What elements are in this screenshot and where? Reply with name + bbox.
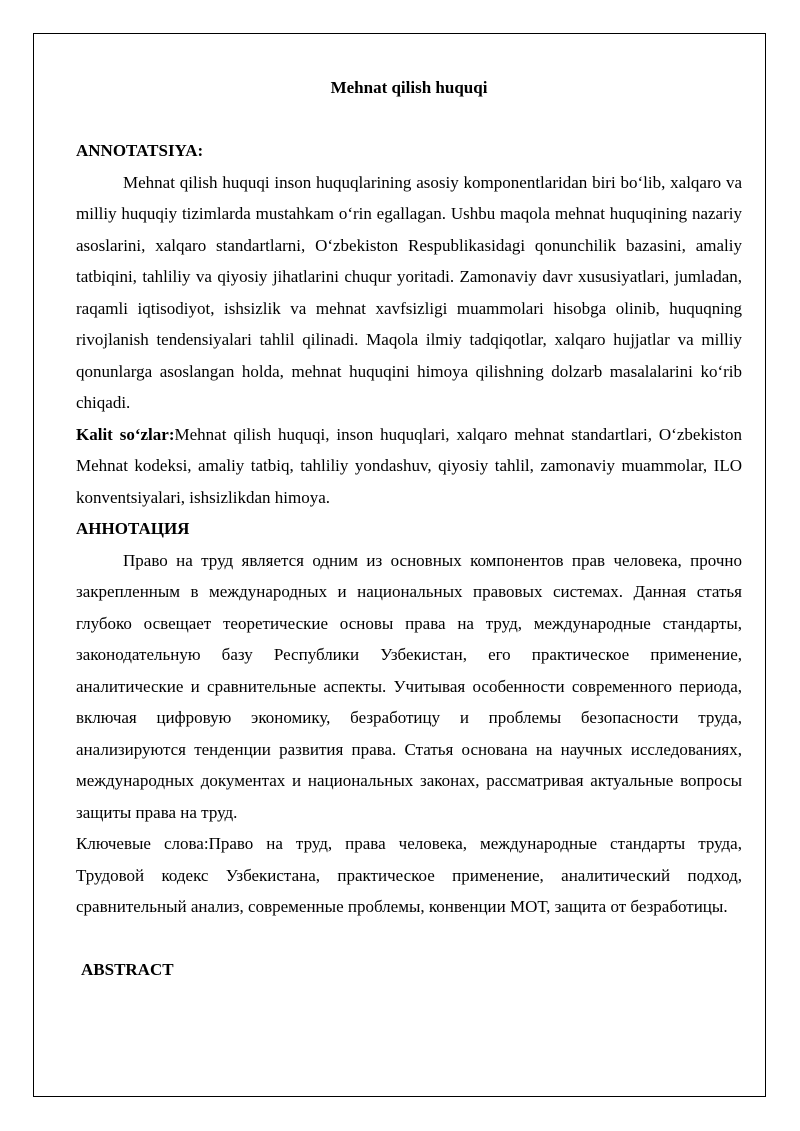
document-content <box>76 72 742 986</box>
ru-keywords-text: Право на труд, права человека, международные стандарты труда, Трудовой кодекс Узбекистана, практическое применение, аналитический подход, сравнительный анализ, современные проблемы, конвенции МОТ, защита от безработицы. <box>76 834 742 916</box>
uz-annotation-heading: ANNOTATSIYA: <box>76 141 204 160</box>
ru-annotation-heading: АННОТАЦИЯ <box>76 519 190 538</box>
uz-keywords-label: Kalit soʻzlar: <box>76 424 175 444</box>
uz-keywords-text: Mehnat qilish huquqi, inson huquqlari, xalqaro mehnat standartlari, Oʻzbekiston Mehnat kodeksi, amaliy tatbiq, tahliliy yondashuv, qiyosiy tahlil, zamonaviy muammolar, ILO konventsiyalari, ishsizlikdan himoya. <box>76 424 742 507</box>
document-title: Mehnat qilish huquqi <box>330 78 488 97</box>
blank-line <box>76 923 742 955</box>
ru-keywords <box>76 828 742 923</box>
ru-keywords-label: Ключевые слова: <box>76 834 209 853</box>
en-abstract-heading: ABSTRACT <box>81 960 174 979</box>
uz-keywords <box>76 419 742 514</box>
ru-annotation-body: Право на труд является одним из основных компонентов прав человека, прочно закрепленным в международных и национальных правовых системах. Данная статья глубоко освещает теоретические основы права на труд, международные стандарты, законодательную базу Республики Узбекистан, его практическое применение, аналитические и сравнительные аспекты. Учитывая особенности современного периода, включая цифровую экономику, безработицу и проблемы безопасности труда, анализируются тенденции развития права. Статья основана на научных исследованиях, международных документах и национальных законах, рассматривая актуальные вопросы защиты права на труд. <box>76 550 742 822</box>
uz-annotation-body: Mehnat qilish huquqi inson huquqlarining asosiy komponentlaridan biri boʻlib, xalqaro va milliy huquqiy tizimlarda mustahkam oʻrin egallagan. Ushbu maqola mehnat huquqining nazariy asoslarini, xalqaro standartlarni, Oʻzbekiston Respublikasidagi qonunchilik bazasini, amaliy tatbiqini, tahliliy va qiyosiy jihatlarini chuqur yoritadi. Zamonaviy davr xususiyatlari, jumladan, raqamli iqtisodiyot, ishsizlik va mehnat xavfsizligi muammolari hisobga olinib, huquqning rivojlanish tendensiyalari tahlil qilinadi. Maqola ilmiy tadqiqotlar, xalqaro hujjatlar va milliy qonunlarga asoslangan holda, mehnat huquqini himoya qilishning dolzarb masalalarini koʻrib chiqadi. <box>76 172 742 412</box>
blank-line <box>76 104 742 136</box>
